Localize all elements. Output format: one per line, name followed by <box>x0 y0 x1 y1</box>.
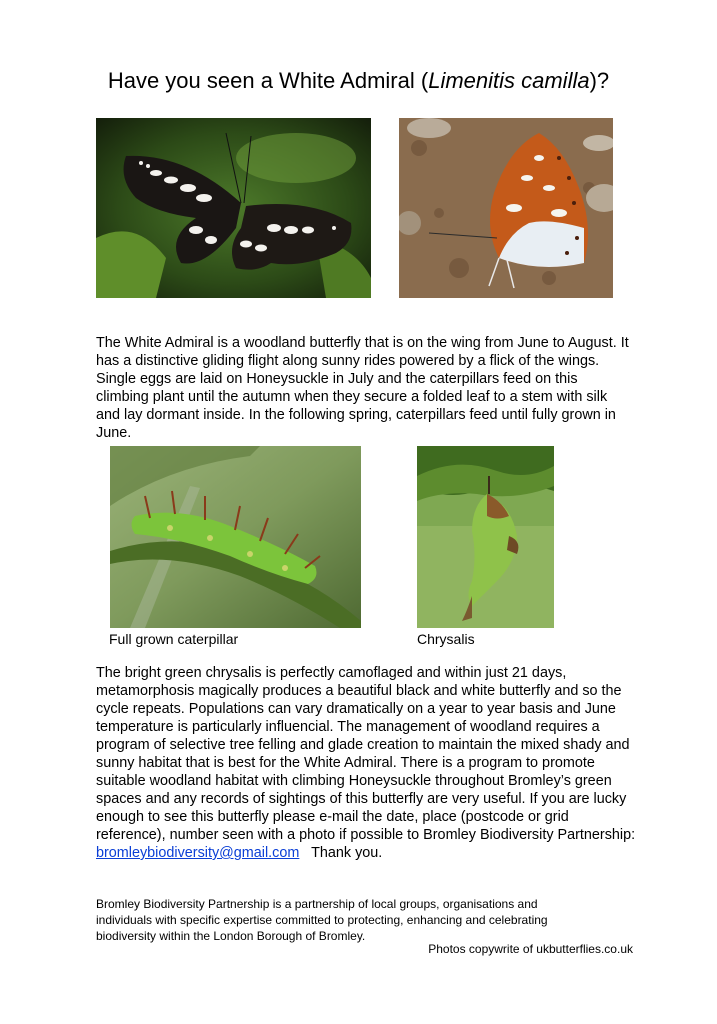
intro-paragraph: The White Admiral is a woodland butterfly that is on the wing from June to August. It has a distinctive gliding flight along sunny rides powered by a flick of the wings. Single eggs are laid on Honeysuckle in July and the caterpillars feed on this climbing plant until the autumn when they secure a folded leaf to a stem with silk and lay dormant inside. In the following spring, caterpillars feed until fully grown in June. <box>96 335 629 441</box>
caterpillar-photo <box>110 446 361 628</box>
thanks-text: Thank you. <box>311 845 383 861</box>
main-paragraph-block <box>96 664 636 862</box>
chrysalis-caption: Chrysalis <box>417 631 475 647</box>
adult-butterfly-underside-photo <box>399 118 613 298</box>
title-suffix: )? <box>589 68 610 93</box>
contact-line <box>96 844 636 862</box>
footer-paragraph: Bromley Biodiversity Partnership is a partnership of local groups, organisations and individuals with specific expertise committed to protecting, enhancing and celebrating biodiversity within the London Borough of Bromley. <box>96 897 548 943</box>
species-name: Limenitis camilla <box>428 68 590 93</box>
chrysalis-photo <box>417 446 554 628</box>
title-prefix: Have you seen a White Admiral ( <box>107 68 429 93</box>
photo-credit: Photos copywrite of ukbutterflies.co.uk <box>428 942 633 956</box>
caterpillar-caption: Full grown caterpillar <box>109 631 239 647</box>
page-title <box>0 66 717 96</box>
adult-butterfly-open-photo <box>96 118 371 298</box>
main-paragraph: The bright green chrysalis is perfectly camoflaged and within just 21 days, metamorphosis magically produces a beautiful black and white butterfly and so the cycle repeats. Populations can vary dramatically on a year to year basis and June temperature is particularly influencial. The management of woodland requires a program of selective tree felling and glade creation to maintain the mixed shady and sunny habitat that is best for the White Admiral. There is a program to promote suitable woodland habitat with climbing Honeysuckle throughout Bromley’s green spaces and any records of sightings of this butterfly are very useful. If you are lucky enough to see this butterfly please e-mail the date, place (postcode or grid reference), number seen with a photo if possible to Bromley Biodiversity Partnership: <box>96 665 636 843</box>
email-link[interactable]: bromleybiodiversity@gmail.com <box>96 845 300 861</box>
